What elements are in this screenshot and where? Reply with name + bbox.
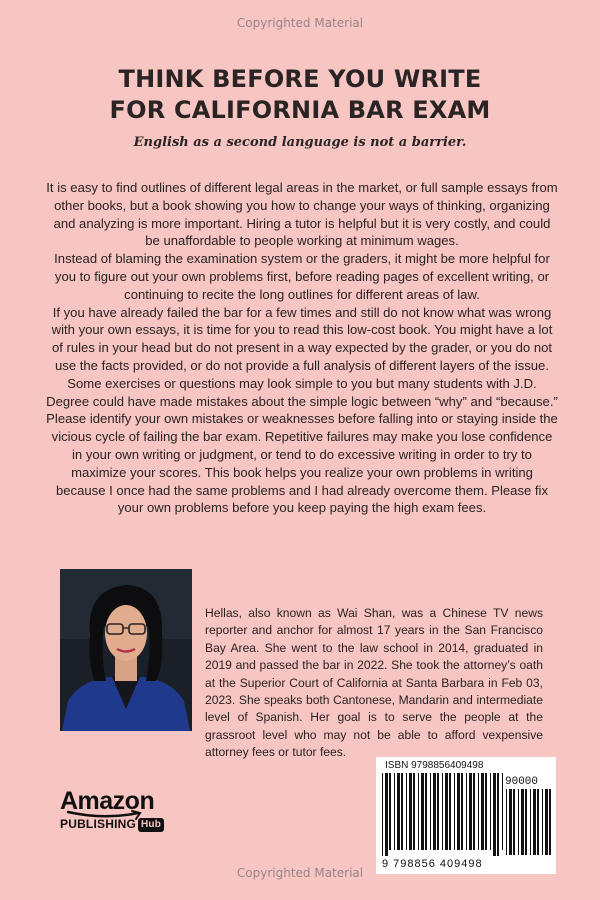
barcode-bar — [478, 773, 479, 850]
description-paragraph-4: Please identify your own mistakes or weaknesses before falling into or staying inside the vicious cycle of failing the bar exam. Repetitive failures may make you lose confidence in your own writing or judgment, or tend to do excessive writing in order to try to maximize your scores. This book helps you realize your own problems in writing because I once had the same problems and I had already overcome them. Please fix your own problems before you keep paying the high exam fees. — [46, 411, 558, 516]
barcode-bar — [549, 789, 551, 855]
barcode-bar — [433, 773, 436, 850]
description-paragraph-3: If you have already failed the bar for a few times and still do not know what was wrong with your own essays, it is time for you to read this low-cost book. You might have a lot of rules in your head but do not present in a way expected by the grader, or you do not use the facts provided, or do not provide a full analysis of different layers of the issue. Some exercises or questions may look simple to you but many students with J.D. Degree could have made mistakes about the simple logic between “why” and “because.” — [46, 304, 558, 409]
publisher-logo-publishing: PUBLISHING — [60, 817, 137, 831]
barcode-bar — [413, 773, 415, 850]
barcode-bar — [454, 773, 455, 850]
barcode-bar — [473, 773, 475, 850]
author-bio: Hellas, also known as Wai Shan, was a Chinese TV news reporter and anchor for almost 17 years in the San Francisco Bay Area. She went to the law school in 2014, graduated in 2019 and passed the bar in 2022. She took the attorney’s oath at the Superior Court of California at Santa Barbara in Feb 03, 2023. She speaks both Cantonese, Mandarin and intermediate level of Spanish. Her goal is to serve the people at the grassroot level who may not be able to afford vexpensive attorney fees or tutor fees. — [205, 606, 543, 760]
description-paragraph-1: It is easy to find outlines of different legal areas in the market, or full sample essays from other books, but a book showing you how to change your ways of thinking, organizing and analyzing is more important. Hiring a tutor is helpful but it is very costly, and could be unaffordable to people working at minimum wages. — [46, 180, 558, 249]
watermark-top: Copyrighted Material — [236, 16, 364, 30]
author-portrait-illustration — [60, 569, 192, 731]
barcode-bar — [497, 773, 499, 856]
description-text — [46, 179, 558, 517]
description-paragraph-2: Instead of blaming the examination system or the graders, it might be more helpful for you to figure out your own problems first, before reading pages of excellent writing, or continuing to recite the long outlines for different areas of law. — [54, 251, 550, 302]
watermark-bottom: Copyrighted Material — [236, 866, 364, 880]
barcode-bar — [490, 773, 491, 850]
barcode-bar — [449, 773, 451, 850]
title-line-1: THINK BEFORE YOU WRITE — [118, 65, 482, 93]
publisher-logo-subtitle — [60, 817, 164, 832]
barcode-bar — [409, 773, 412, 850]
book-subtitle: English as a second language is not a barrier. — [133, 135, 467, 150]
barcode-bar — [389, 773, 391, 850]
publisher-logo-name: Amazon — [60, 787, 155, 815]
barcode-bar — [425, 773, 427, 850]
barcode-bar — [537, 789, 539, 855]
barcode-bar — [518, 789, 519, 855]
barcode-bar — [545, 789, 548, 855]
barcode-bar — [485, 773, 487, 850]
barcode-bar — [493, 773, 496, 856]
barcode-bar — [542, 789, 543, 855]
barcode-bar — [513, 789, 515, 855]
barcode-bar — [533, 789, 536, 855]
barcode-bar — [502, 773, 503, 850]
barcode-bar — [481, 773, 484, 850]
barcode-bar — [506, 789, 507, 855]
title-line-2: FOR CALIFORNIA BAR EXAM — [109, 96, 491, 124]
barcode-bar — [385, 773, 388, 856]
publisher-logo-badge: Hub — [138, 818, 164, 832]
barcode-bar — [418, 773, 419, 850]
publisher-logo — [60, 788, 190, 838]
barcode-bar — [461, 773, 463, 850]
barcode-bar — [382, 773, 383, 856]
price-code: 90000 — [505, 776, 539, 788]
barcode-bar — [466, 773, 467, 850]
barcode-bar — [406, 773, 407, 850]
author-photo — [60, 569, 192, 731]
barcode-bar — [445, 773, 448, 850]
barcode-bar — [530, 789, 531, 855]
isbn-number: 9 798856 409498 — [382, 858, 483, 870]
barcode-bar — [401, 773, 403, 850]
price-addon-barcode — [506, 789, 552, 863]
book-title — [0, 64, 600, 126]
barcode-bar — [457, 773, 460, 850]
isbn-barcode — [382, 773, 506, 858]
barcode-bar — [397, 773, 400, 850]
barcode-bar — [394, 773, 395, 850]
barcode-bar — [469, 773, 472, 850]
isbn-barcode-box — [376, 757, 556, 874]
barcode-bar — [521, 789, 524, 855]
barcode-bar — [430, 773, 431, 850]
barcode-bar — [442, 773, 443, 850]
isbn-label: ISBN 9798856409498 — [385, 760, 484, 771]
barcode-bar — [525, 789, 527, 855]
barcode-bar — [509, 789, 512, 855]
barcode-bar — [437, 773, 439, 850]
barcode-bar — [421, 773, 424, 850]
